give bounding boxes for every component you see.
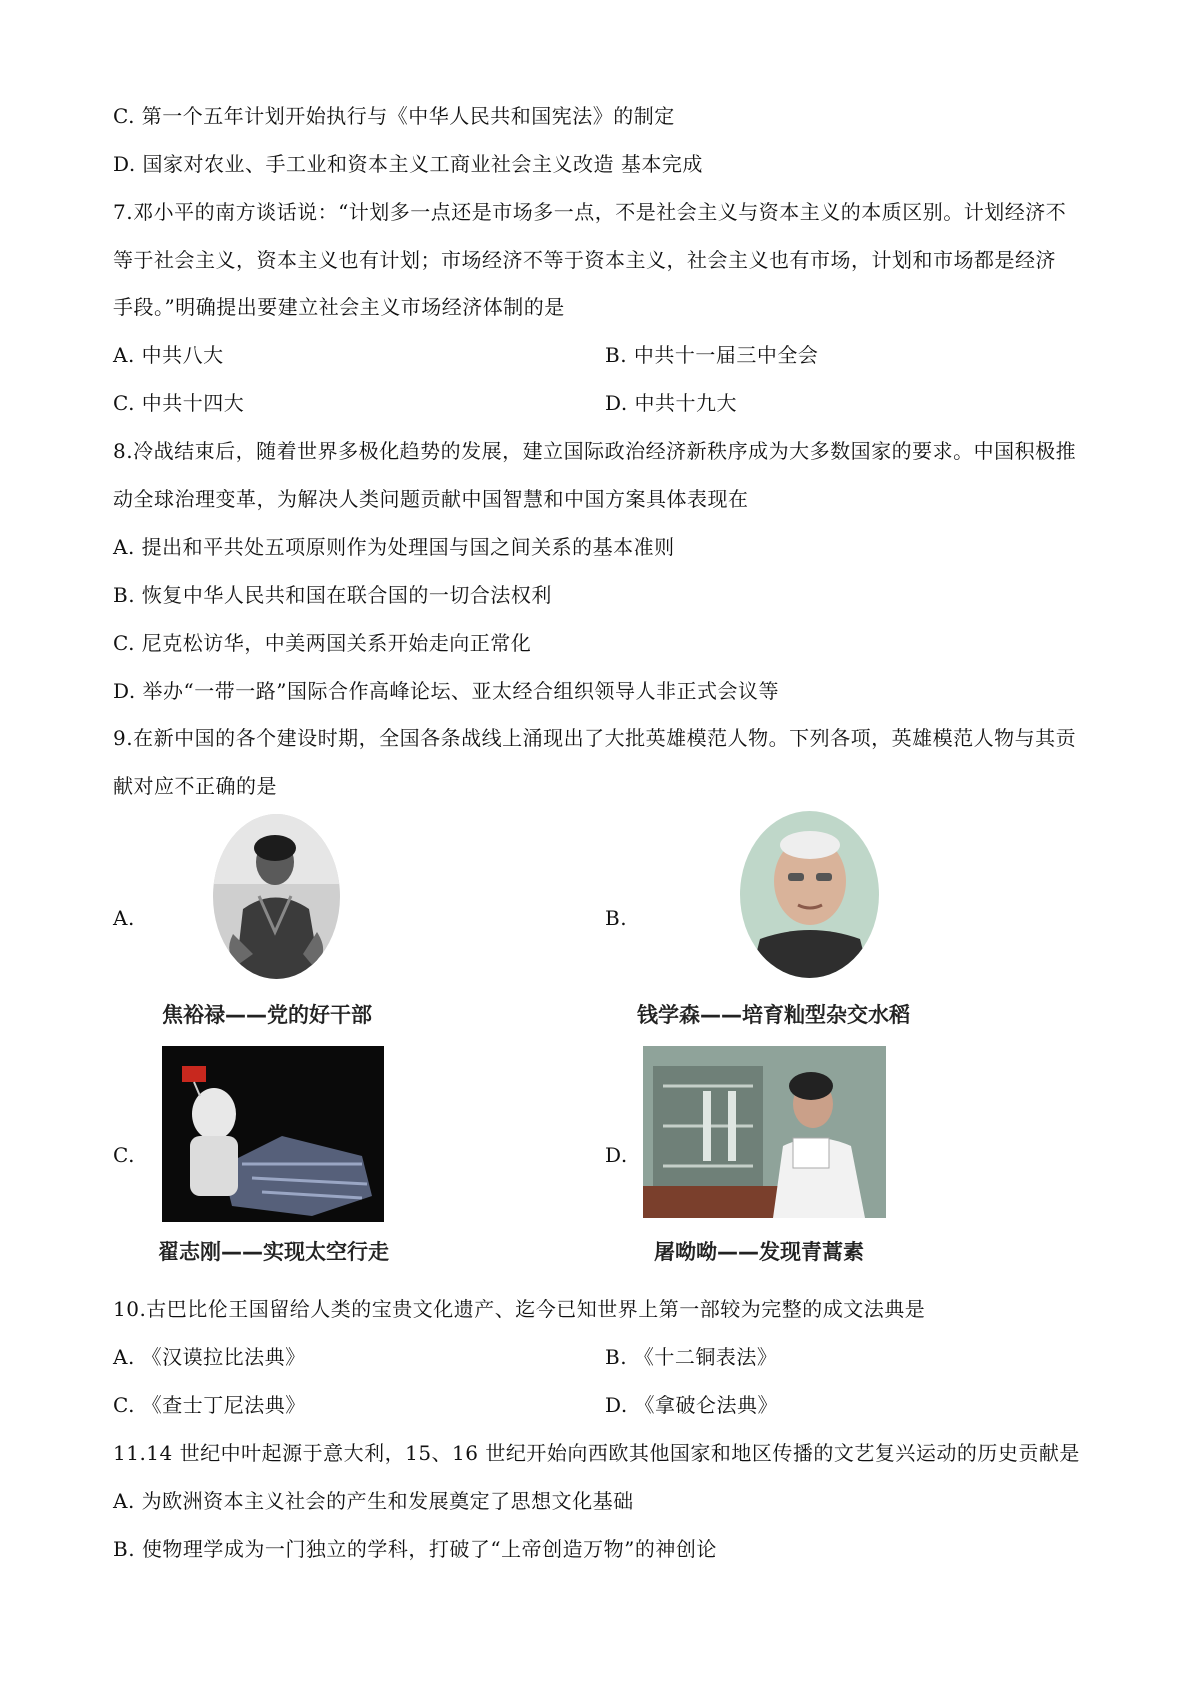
q7-option-c: C. 中共十四大 [113, 391, 245, 415]
q10-option-d: D. 《拿破仑法典》 [605, 1393, 779, 1417]
q9-photo-c [162, 1046, 384, 1222]
q9-option-a-label: A. [113, 906, 135, 930]
q7-option-d: D. 中共十九大 [605, 391, 738, 415]
q10-option-a: A. 《汉谟拉比法典》 [113, 1345, 306, 1369]
q6-option-c: C. 第一个五年计划开始执行与《中华人民共和国宪法》的制定 [113, 104, 675, 128]
q9-photo-b [740, 811, 879, 978]
q9-stem-line1: 9.在新中国的各个建设时期，全国各条战线上涌现出了大批英雄模范人物。下列各项，英雄模范人物与其贡 [113, 726, 1077, 750]
q7-stem-line1: 7.邓小平的南方谈话说：“计划多一点还是市场多一点，不是社会主义与资本主义的本质区别。计划经济不 [113, 200, 1067, 224]
q8-stem-line1: 8.冷战结束后，随着世界多极化趋势的发展，建立国际政治经济新秩序成为大多数国家的要求。中国积极推 [113, 439, 1077, 463]
q8-option-a: A. 提出和平共处五项原则作为处理国与国之间关系的基本准则 [113, 535, 675, 559]
q7-option-a: A. 中共八大 [113, 343, 224, 367]
q6-option-d: D. 国家对农业、手工业和资本主义工商业社会主义改造 基本完成 [113, 152, 703, 176]
q8-option-b: B. 恢复中华人民共和国在联合国的一切合法权利 [113, 583, 552, 607]
q10-option-b: B. 《十二铜表法》 [605, 1345, 778, 1369]
q8-option-d: D. 举办“一带一路”国际合作高峰论坛、亚太经合组织领导人非正式会议等 [113, 679, 779, 703]
q9-stem-line2: 献对应不正确的是 [113, 774, 277, 798]
q7-stem-line3: 手段。”明确提出要建立社会主义市场经济体制的是 [113, 295, 565, 319]
q9-photo-a [213, 814, 340, 979]
q9-option-b-label: B. [605, 906, 628, 930]
q11-stem: 11.14 世纪中叶起源于意大利，15、16 世纪开始向西欧其他国家和地区传播的文艺复兴运动的历史贡献是 [113, 1441, 1080, 1465]
q11-option-a: A. 为欧洲资本主义社会的产生和发展奠定了思想文化基础 [113, 1489, 634, 1513]
q10-option-c: C. 《查士丁尼法典》 [113, 1393, 306, 1417]
q9-caption-b: 钱学森——培育籼型杂交水稻 [637, 1003, 910, 1027]
q9-caption-c: 翟志刚——实现太空行走 [158, 1240, 389, 1264]
q7-option-b: B. 中共十一届三中全会 [605, 343, 819, 367]
q10-stem: 10.古巴比伦王国留给人类的宝贵文化遗产、迄今已知世界上第一部较为完整的成文法典是 [113, 1297, 926, 1321]
q9-caption-a: 焦裕禄——党的好干部 [162, 1003, 372, 1027]
q9-caption-d: 屠呦呦——发现青蒿素 [654, 1240, 864, 1264]
q8-option-c: C. 尼克松访华，中美两国关系开始走向正常化 [113, 631, 532, 655]
q9-photo-d [643, 1046, 886, 1218]
q9-option-d-label: D. [605, 1143, 628, 1167]
q8-stem-line2: 动全球治理变革，为解决人类问题贡献中国智慧和中国方案具体表现在 [113, 487, 749, 511]
q9-option-c-label: C. [113, 1143, 135, 1167]
q7-stem-line2: 等于社会主义，资本主义也有计划；市场经济不等于资本主义，社会主义也有市场，计划和市场都是经济 [113, 248, 1056, 272]
q11-option-b: B. 使物理学成为一门独立的学科，打破了“上帝创造万物”的神创论 [113, 1537, 717, 1561]
